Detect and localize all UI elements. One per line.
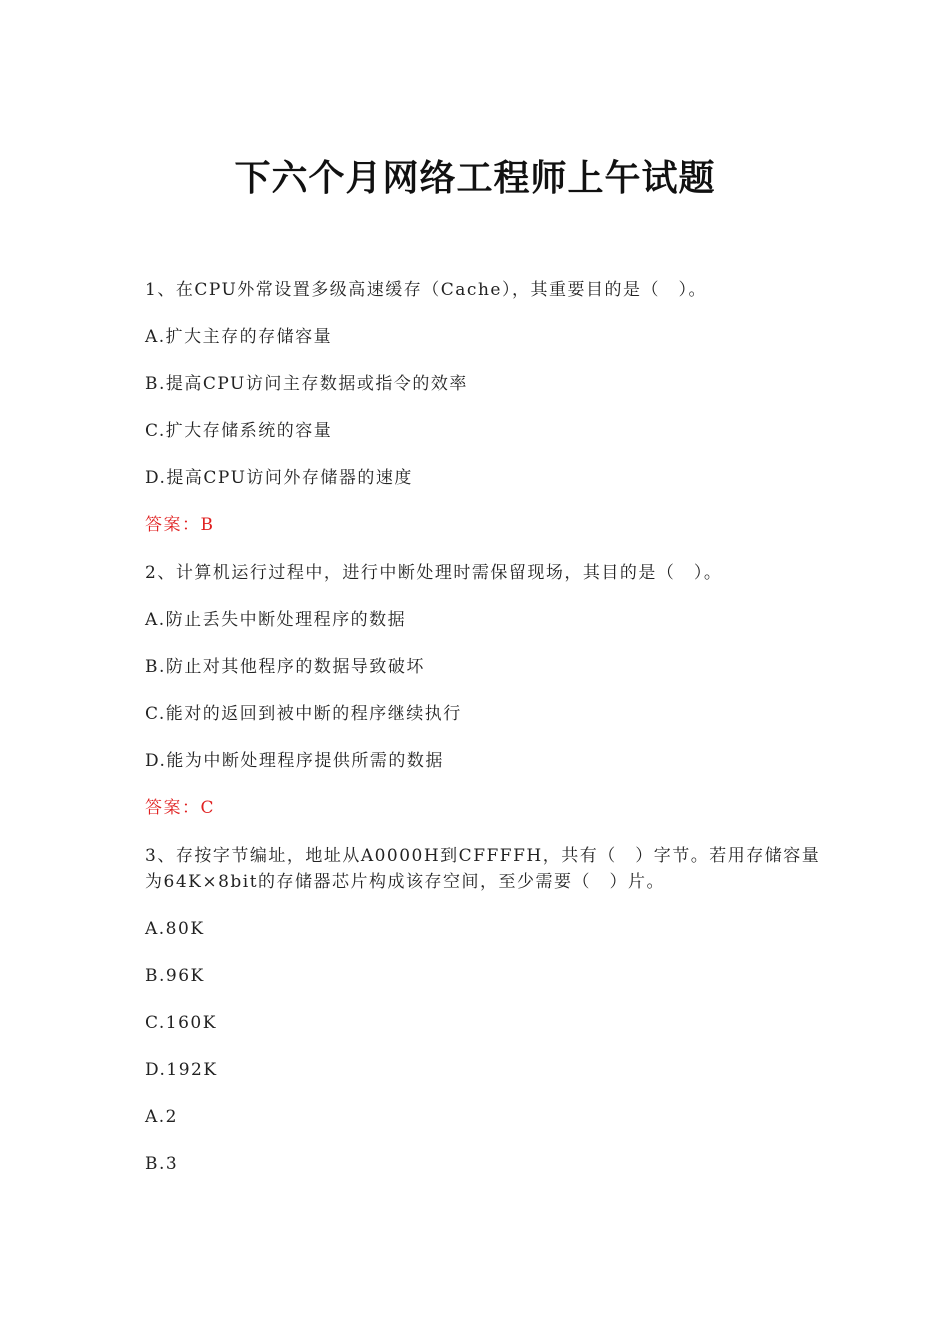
question-1-stem: 1、在CPU外常设置多级高速缓存（Cache），其重要目的是（ ）。 — [145, 280, 707, 300]
question-3-option-b-second: B.3 — [145, 1154, 179, 1174]
question-1-option-b: B.提高CPU访问主存数据或指令的效率 — [145, 374, 468, 394]
question-3-stem-line-1: 3、存按字节编址，地址从A0000H到CFFFFH，共有（ ）字节。若用存储容量 — [145, 846, 821, 866]
question-1-answer: 答案：B — [145, 515, 215, 535]
question-3-option-a-second: A.2 — [145, 1107, 178, 1127]
question-2-stem: 2、计算机运行过程中，进行中断处理时需保留现场，其目的是（ ）。 — [145, 563, 723, 583]
question-3-option-a: A.80K — [145, 919, 205, 939]
question-3-stem-line-2: 为64K×8bit的存储器芯片构成该存空间，至少需要（ ）片。 — [145, 872, 666, 892]
question-1-option-d: D.提高CPU访问外存储器的速度 — [145, 468, 413, 488]
question-1-option-a: A.扩大主存的存储容量 — [145, 327, 333, 347]
document-title: 下六个月网络工程师上午试题 — [234, 157, 716, 199]
question-3-option-b: B.96K — [145, 966, 205, 986]
question-1-option-c: C.扩大存储系统的容量 — [145, 421, 333, 441]
question-2-option-c: C.能对的返回到被中断的程序继续执行 — [145, 704, 462, 724]
question-2-option-d: D.能为中断处理程序提供所需的数据 — [145, 751, 444, 771]
question-2-option-a: A.防止丢失中断处理程序的数据 — [145, 610, 407, 630]
question-3-option-d: D.192K — [145, 1060, 218, 1080]
question-2-option-b: B.防止对其他程序的数据导致破坏 — [145, 657, 425, 677]
question-3-option-c: C.160K — [145, 1013, 217, 1033]
question-2-answer: 答案：C — [145, 798, 216, 818]
